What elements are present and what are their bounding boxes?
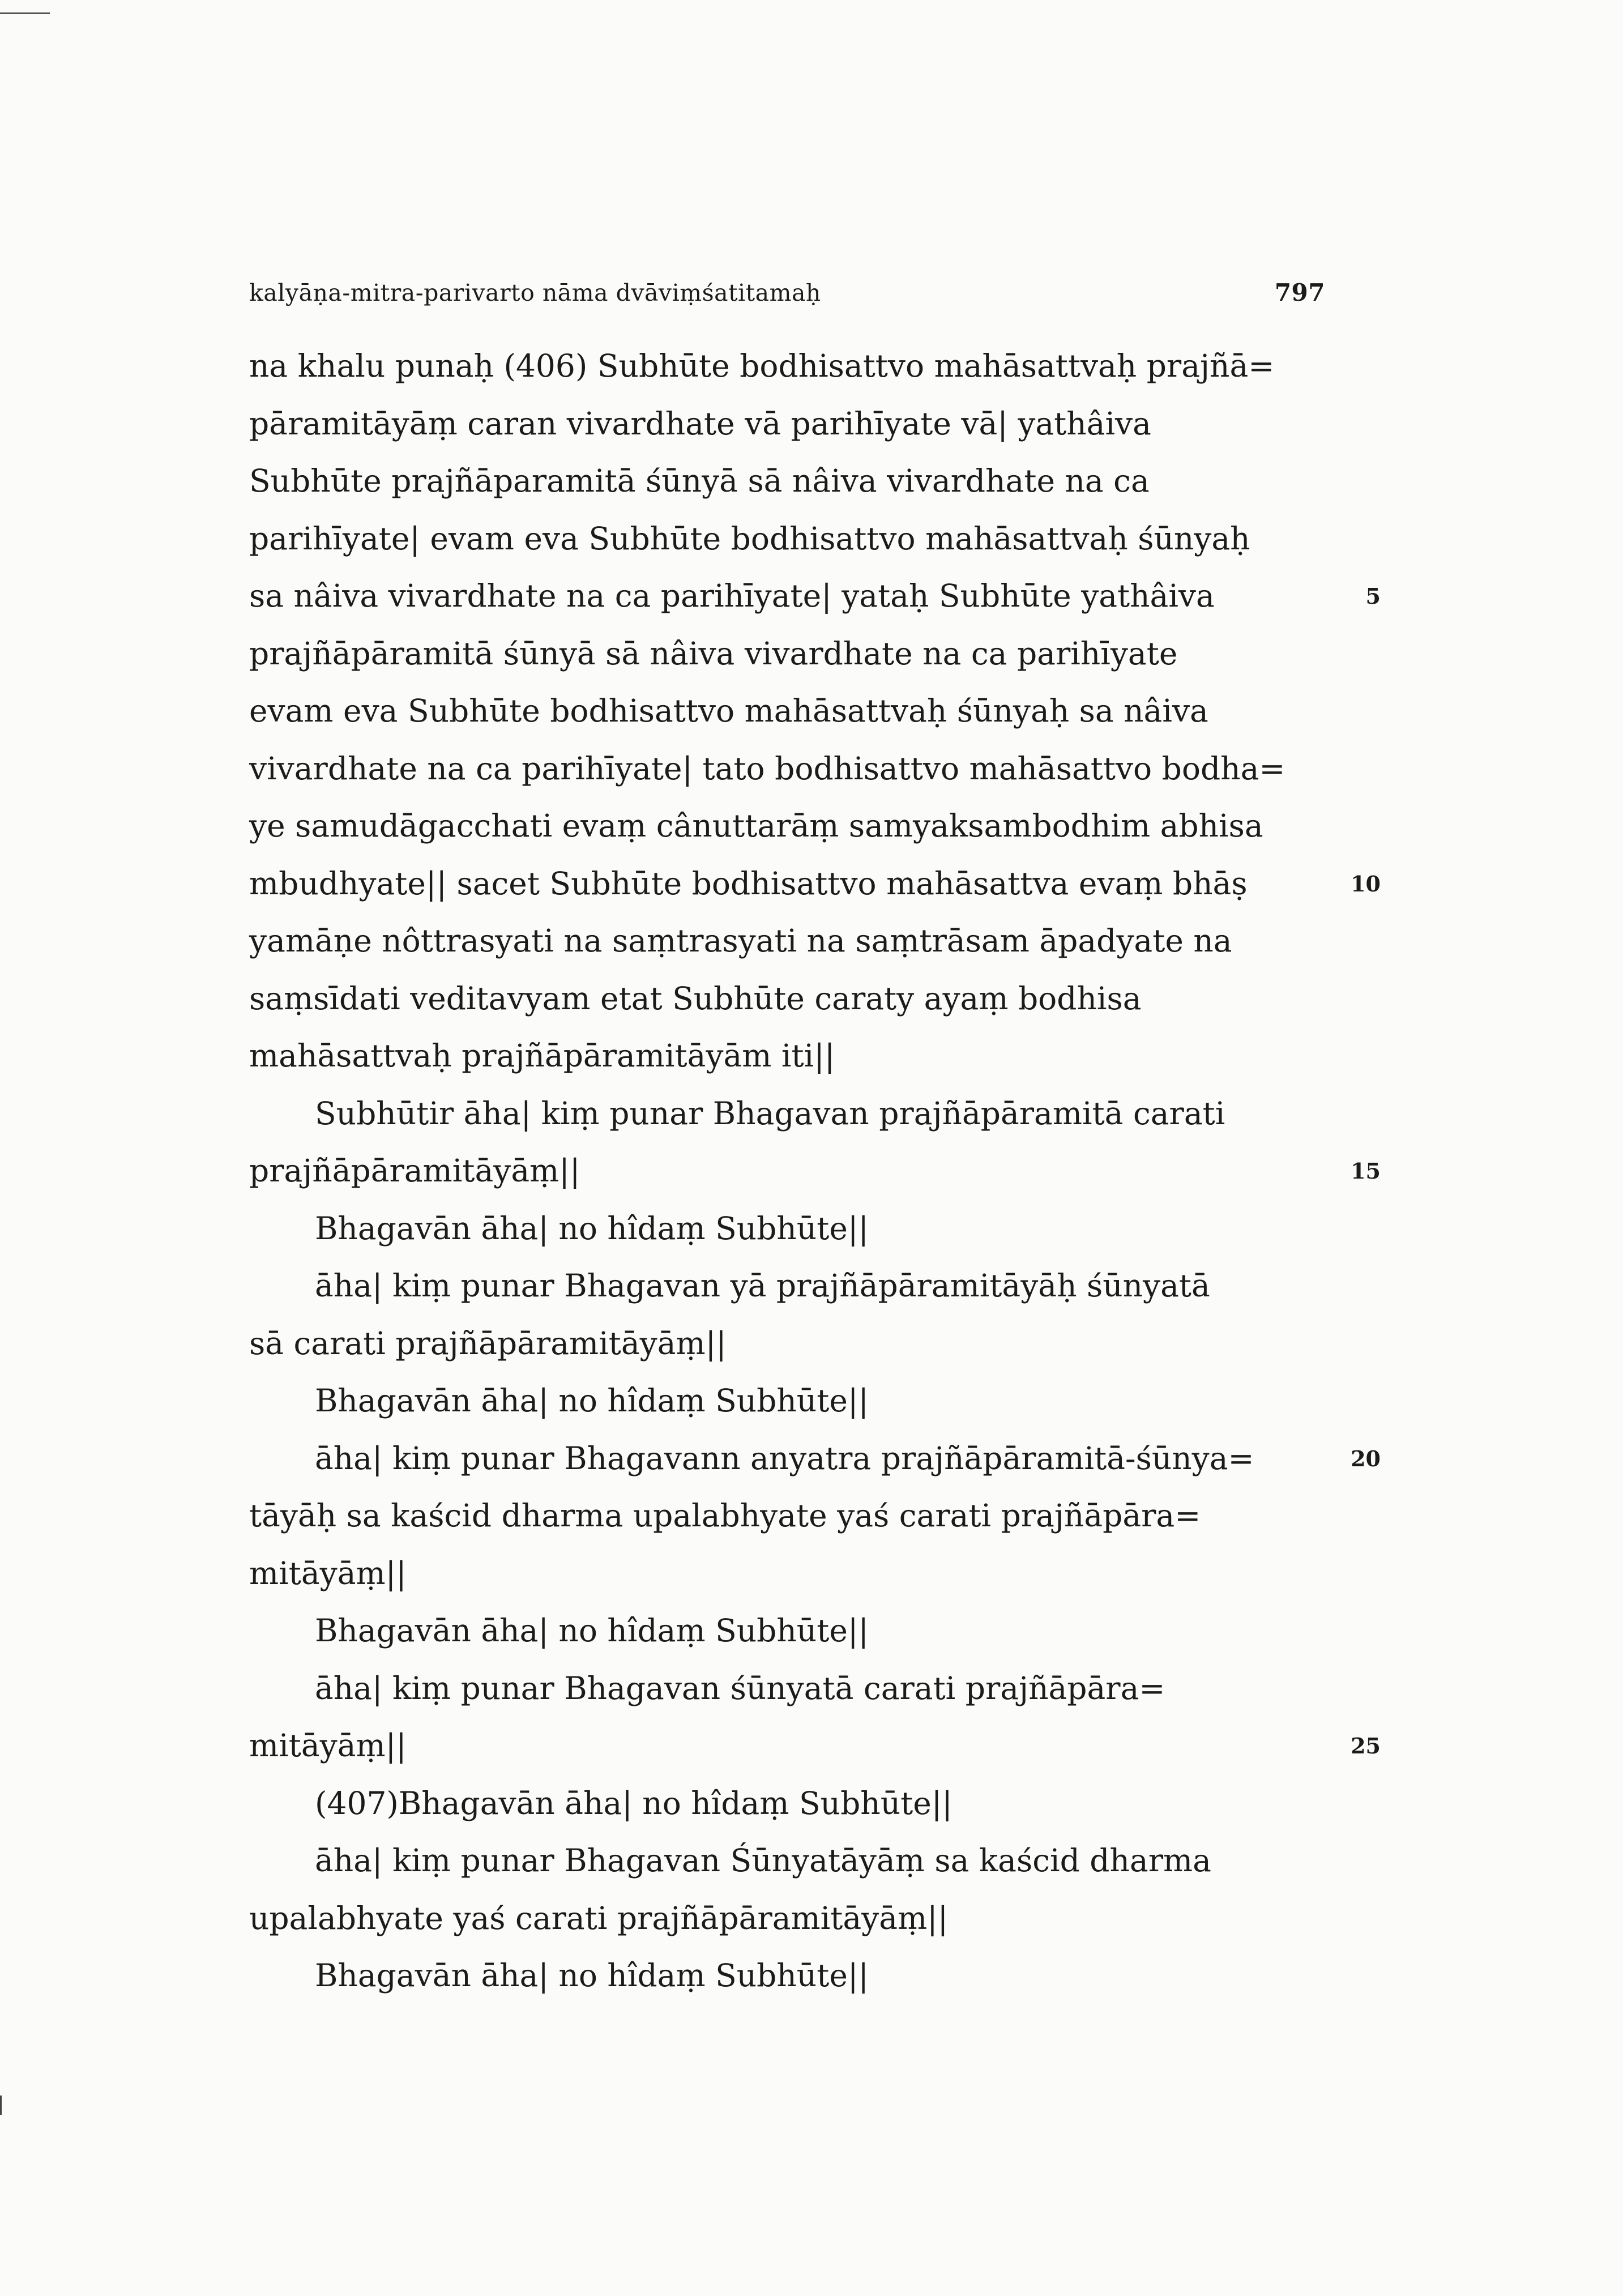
text-line (249, 1430, 1512, 1488)
chapter-title: kalyāṇa-mitra-parivarto nāma dvāviṃśatitamaḥ (249, 279, 821, 306)
line-text: Subhūtir āha| kiṃ punar Bhagavan prajñāpāramitā carati (315, 1095, 1225, 1132)
margin-rule (0, 12, 50, 14)
line-text: pāramitāyāṃ caran vivardhate vā parihīyate vā| yathâiva (249, 405, 1151, 442)
text-line (249, 1372, 1512, 1430)
text-line (249, 970, 1512, 1028)
text-line (249, 1775, 1512, 1833)
line-number: 15 (1351, 1158, 1381, 1184)
text-line (249, 625, 1512, 683)
line-text: mahāsattvaḥ prajñāpāramitāyām iti|| (249, 1038, 835, 1074)
line-text: Subhūte prajñāparamitā śūnyā sā nâiva vivardhate na ca (249, 463, 1150, 499)
text-line (249, 1660, 1512, 1718)
text-line (249, 855, 1512, 913)
line-text: evam eva Subhūte bodhisattvo mahāsattvaḥ śūnyaḥ sa nâiva (249, 693, 1208, 729)
text-line (249, 1832, 1512, 1890)
line-text: mitāyāṃ|| (249, 1555, 407, 1591)
text-line (249, 1545, 1512, 1603)
line-text: āha| kiṃ punar Bhagavan yā prajñāpāramitāyāḥ śūnyatā (315, 1268, 1210, 1304)
line-text: Bhagavān āha| no hîdaṃ Subhūte|| (315, 1957, 869, 1994)
text-line (249, 1315, 1512, 1373)
text-line (249, 1200, 1512, 1258)
line-text: prajñāpāramitā śūnyā sā nâiva vivardhate na ca parihīyate (249, 635, 1178, 672)
text-line (249, 1027, 1512, 1085)
margin-tick (0, 2096, 2, 2115)
line-text: vivardhate na ca parihīyate| tato bodhisattvo mahāsattvo bodha= (249, 750, 1285, 787)
line-text: upalabhyate yaś carati prajñāpāramitāyāṃ|| (249, 1900, 949, 1936)
line-number: 20 (1351, 1445, 1381, 1471)
text-line (249, 912, 1512, 970)
line-text: Bhagavān āha| no hîdaṃ Subhūte|| (315, 1612, 869, 1649)
line-text: (407)Bhagavān āha| no hîdaṃ Subhūte|| (315, 1785, 953, 1821)
line-text: yamāṇe nôttrasyati na saṃtrasyati na saṃtrāsam āpadyate na (249, 923, 1232, 959)
text-line (249, 1947, 1512, 2005)
line-text: āha| kiṃ punar Bhagavann anyatra prajñāpāramitā-śūnya= (315, 1440, 1254, 1476)
line-number: 10 (1351, 870, 1381, 897)
line-number: 5 (1365, 583, 1381, 609)
line-text: Bhagavān āha| no hîdaṃ Subhūte|| (315, 1382, 869, 1419)
line-text: prajñāpāramitāyāṃ|| (249, 1153, 580, 1189)
line-text: āha| kiṃ punar Bhagavan śūnyatā carati prajñāpāra= (315, 1670, 1165, 1706)
text-line (249, 1487, 1512, 1545)
line-number: 25 (1351, 1733, 1381, 1759)
text-line (249, 1257, 1512, 1315)
text-line (249, 740, 1512, 798)
text-line (249, 1717, 1512, 1775)
line-text: mbudhyate|| sacet Subhūte bodhisattvo mahāsattva evaṃ bhāṣ (249, 865, 1248, 902)
line-text: sa nâiva vivardhate na ca parihīyate| yataḥ Subhūte yathâiva (249, 578, 1215, 614)
text-line (249, 1085, 1512, 1143)
running-head (249, 279, 1325, 306)
text-line (249, 338, 1512, 395)
line-text: parihīyate| evam eva Subhūte bodhisattvo mahāsattvaḥ śūnyaḥ (249, 520, 1250, 557)
line-text: saṃsīdati veditavyam etat Subhūte caraty ayaṃ bodhisa (249, 980, 1142, 1017)
text-line (249, 1142, 1512, 1200)
line-text: Bhagavān āha| no hîdaṃ Subhūte|| (315, 1210, 869, 1247)
text-line (249, 510, 1512, 568)
body-text (249, 338, 1512, 2005)
line-text: mitāyāṃ|| (249, 1727, 407, 1764)
line-text: ye samudāgacchati evaṃ cânuttarāṃ samyaksambodhim abhisa (249, 808, 1263, 844)
text-line (249, 567, 1512, 625)
text-line (249, 1890, 1512, 1948)
text-line (249, 1602, 1512, 1660)
page-number: 797 (1274, 279, 1325, 306)
text-line (249, 453, 1512, 510)
line-text: āha| kiṃ punar Bhagavan Śūnyatāyāṃ sa kaścid dharma (315, 1842, 1211, 1879)
text-line (249, 797, 1512, 855)
line-text: na khalu punaḥ (406) Subhūte bodhisattvo mahāsattvaḥ prajñā= (249, 348, 1275, 384)
text-line (249, 395, 1512, 453)
line-text: tāyāḥ sa kaścid dharma upalabhyate yaś carati prajñāpāra= (249, 1497, 1201, 1534)
text-line (249, 682, 1512, 740)
line-text: sā carati prajñāpāramitāyāṃ|| (249, 1325, 727, 1362)
